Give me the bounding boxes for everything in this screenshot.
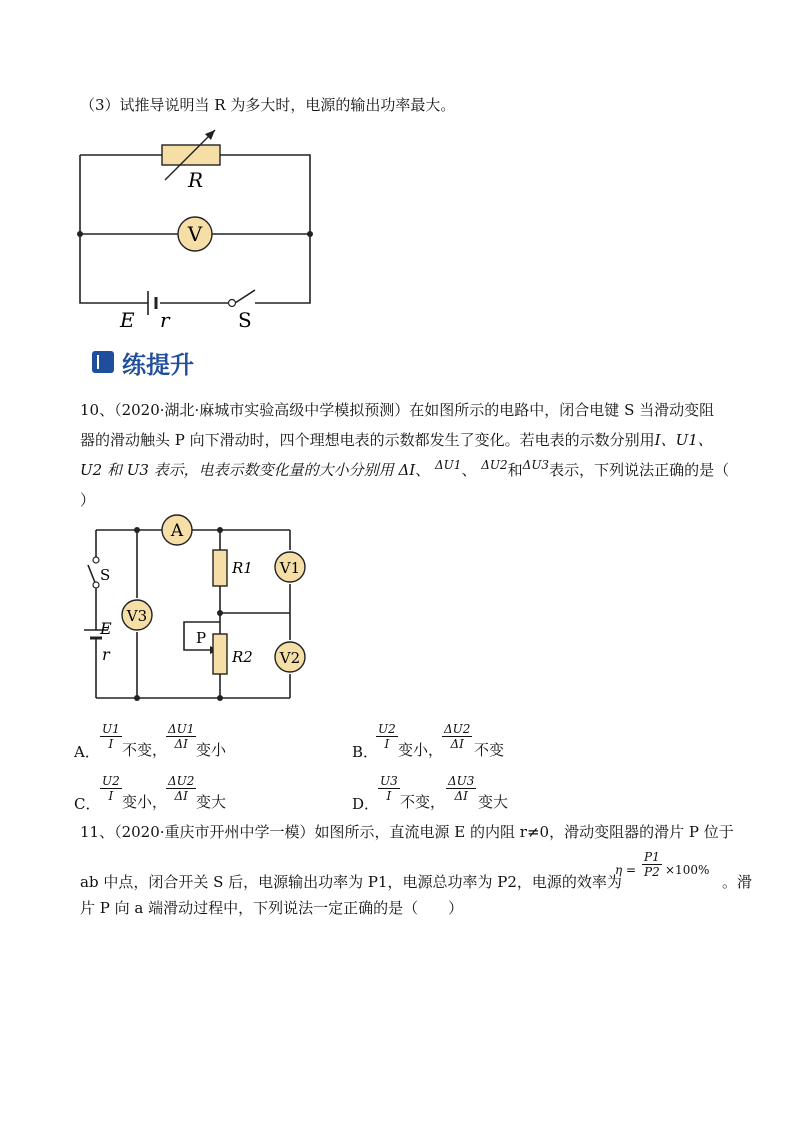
- q10-line2-symbols: I、U1、: [654, 431, 713, 449]
- ammeter-label: A: [170, 521, 184, 541]
- fraction: $\frac{U2}{I}$: [378, 722, 396, 751]
- circuit-diagram-2: [80, 510, 320, 705]
- q9-part3-text: （3）试推导说明当 R 为多大时，电源的输出功率最大。: [80, 96, 456, 114]
- q10-line2-text: 器的滑动触头 P 向下滑动时，四个理想电表的示数都发生了变化。若电表的示数分别用: [80, 431, 655, 449]
- q10-delta-U3: ΔU3: [522, 458, 550, 472]
- q10-line3: U2 和 U3 表示，电表示数变化量的大小分别用 ΔI、 $^{\Delta U1}$、 $^{\Delta U2}$和$^{\Delta U3}$表示，下列说法正确的是（: [80, 458, 730, 479]
- switch-label-S: S: [100, 566, 111, 584]
- option-letter: A．: [74, 743, 100, 761]
- section-header: [92, 344, 194, 380]
- option-text: 变大: [196, 793, 227, 811]
- voltmeter-label: V: [187, 222, 203, 246]
- fraction: $\frac{\Delta U2}{\Delta I}$: [168, 774, 195, 803]
- fraction: $\frac{U3}{I}$: [380, 774, 398, 803]
- emf-label-E2: E: [100, 619, 112, 638]
- q11-line3: 片 P 向 a 端滑动过程中，下列说法一定正确的是（ ）: [80, 899, 464, 917]
- resistor-r2-label: R2: [232, 648, 253, 666]
- resistor-r1-label: R1: [232, 559, 253, 577]
- q10-line4: ）: [80, 491, 96, 509]
- option-letter: C．: [74, 795, 101, 813]
- q11-line2-end: 。滑: [722, 873, 753, 891]
- eta-percent: ×100%: [665, 863, 710, 877]
- book-icon: [92, 351, 114, 373]
- option-text: 不变，: [122, 741, 168, 759]
- internal-resistance-label: r: [160, 308, 170, 332]
- q10-delta-U1: ΔU1: [435, 458, 462, 472]
- circuit-diagram-1: [70, 125, 330, 335]
- option-text: 不变，: [400, 793, 446, 811]
- emf-label-E: E: [120, 308, 135, 332]
- voltmeter-v1-label: V1: [279, 559, 301, 577]
- option-text: 不变: [474, 741, 505, 759]
- voltmeter-v3-label: V3: [126, 607, 148, 625]
- internal-resistance-label-2: r: [102, 645, 110, 664]
- q10-line2: [80, 430, 713, 450]
- option-text: 变小: [196, 741, 227, 759]
- fraction: $\frac{\Delta U3}{\Delta I}$: [448, 774, 475, 803]
- option-letter: D．: [352, 795, 380, 813]
- q11-line2: ab 中点，闭合开关 S 后，电源输出功率为 P1，电源总功率为 P2，电源的效率为: [80, 873, 622, 891]
- q10-delta-U2: ΔU2: [481, 458, 508, 472]
- q10-line1: 10、（2020·湖北·麻城市实验高级中学模拟预测）在如图所示的电路中，闭合电键 S 当滑动变阻: [80, 401, 715, 419]
- fraction: $\frac{\Delta U2}{\Delta I}$: [444, 722, 471, 751]
- option-text: 变小，: [122, 793, 168, 811]
- fraction: $\frac{\Delta U1}{\Delta I}$: [168, 722, 195, 751]
- voltmeter-v2-label: V2: [279, 649, 301, 667]
- option-text: 变小，: [398, 741, 444, 759]
- eta-lhs: η =: [615, 863, 637, 877]
- resistor-label-R: R: [188, 168, 204, 192]
- fraction: $\frac{U2}{I}$: [102, 774, 120, 803]
- option-letter: B．: [352, 743, 379, 761]
- switch-label: S: [238, 308, 252, 332]
- slider-label-P: P: [196, 629, 207, 647]
- q10-delta-I: ΔI: [398, 461, 416, 479]
- q10-line3-text: U2 和 U3 表示，电表示数变化量的大小分别用: [80, 461, 394, 479]
- q10-line3-end: 表示，下列说法正确的是（: [549, 461, 730, 479]
- q10-and: 和: [507, 461, 523, 479]
- fraction: $\frac{U1}{I}$: [102, 722, 120, 751]
- q11-line1: 11、（2020·重庆市开州中学一模）如图所示，直流电源 E 的内阻 r≠0，滑动变阻器的滑片 P 位于: [80, 823, 734, 841]
- eta-fraction: $\frac{P1}{P2}$: [644, 850, 660, 879]
- section-title: 练提升: [122, 350, 194, 379]
- option-text: 变大: [478, 793, 509, 811]
